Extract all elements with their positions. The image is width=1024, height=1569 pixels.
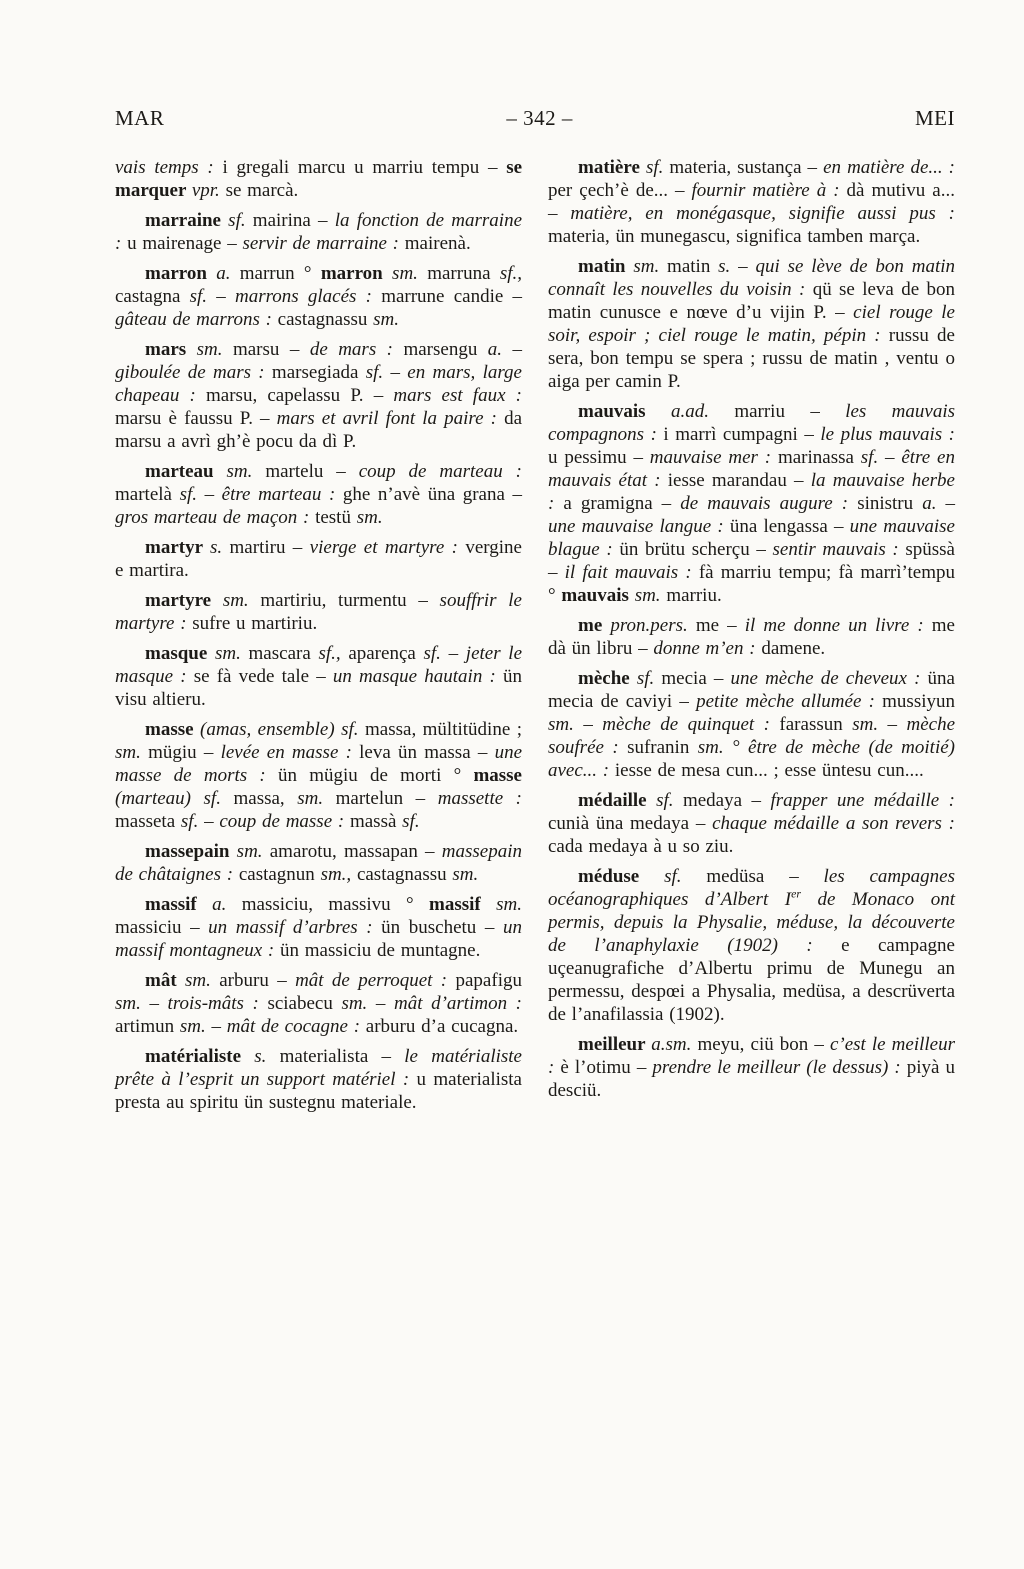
text-segment: sf.,: [318, 643, 349, 664]
text-segment: sentir mauvais :: [772, 539, 906, 560]
text-segment: martiru –: [229, 537, 310, 558]
text-segment: iesse marandau –: [667, 470, 811, 491]
entry-mauvais: [548, 400, 955, 607]
text-segment: castagnun: [238, 864, 321, 885]
text-segment: sm. – mèche soufrée :: [548, 714, 956, 758]
text-segment: ün brütu scherçu –: [619, 539, 773, 560]
text-segment: petite mèche allumée :: [696, 691, 883, 712]
text-segment: sm.: [356, 507, 383, 528]
text-segment: martelu –: [265, 461, 359, 482]
text-segment: aparença: [348, 643, 424, 664]
text-segment: matin: [667, 256, 719, 277]
text-segment: castagnassu: [277, 309, 374, 330]
text-segment: ghe n’avè üna grana –: [342, 484, 522, 505]
text-segment: s.: [254, 1046, 280, 1067]
text-segment: me –: [695, 615, 745, 636]
text-segment: sm.,: [320, 864, 357, 885]
text-segment: sf. – être marteau :: [179, 484, 343, 505]
entry-meche: [548, 667, 955, 782]
text-segment: papafigu: [455, 970, 522, 991]
text-segment: frapper une médaille :: [770, 790, 956, 811]
text-segment: massif: [429, 894, 497, 915]
text-segment: marron: [320, 263, 393, 284]
text-segment: mars et avril font la paire :: [276, 408, 505, 429]
text-segment: marsu –: [232, 339, 310, 360]
text-segment: sm.: [115, 742, 149, 763]
text-segment: un massif montagneux :: [115, 917, 522, 961]
text-segment: matin: [578, 256, 634, 277]
text-segment: sf. – coup de masse :: [180, 811, 350, 832]
entry-masque: [115, 642, 522, 711]
text-segment: martelun –: [335, 788, 438, 809]
text-segment: une mauvaise blague :: [548, 516, 955, 560]
text-segment: de Monaco ont permis, depuis la Physalie, méduse, la découverte de l’anaphylaxie (1902) :: [548, 889, 955, 956]
text-segment: sf. – marrons glacés :: [189, 286, 382, 307]
text-segment: sm.: [222, 590, 261, 611]
text-segment: materialista –: [279, 1046, 405, 1067]
text-segment: er: [791, 887, 801, 901]
text-segment: servir de marraine :: [242, 233, 405, 254]
text-segment: sm.: [226, 461, 266, 482]
text-segment: se marcà.: [225, 180, 299, 201]
text-segment: sm.: [633, 256, 668, 277]
text-segment: marsengu: [403, 339, 488, 360]
text-segment: russu de sera, bon tempu se spera ; russu de matin , ventu o aiga per camin P.: [548, 325, 955, 392]
text-segment: meyu, ciü bon –: [697, 1034, 830, 1055]
text-segment: amarotu, massapan –: [269, 841, 442, 862]
text-segment: a.ad.: [670, 401, 735, 422]
text-segment: mât: [145, 970, 186, 991]
text-segment: marriu –: [734, 401, 846, 422]
text-segment: chaque médaille a son revers :: [712, 813, 956, 834]
text-segment: piyà u desciü.: [548, 1057, 955, 1101]
entry-meduse: [548, 865, 955, 1026]
text-segment: massepain: [145, 841, 237, 862]
column-right: [548, 156, 955, 1121]
text-segment: arburu d’a cucagna.: [365, 1016, 519, 1037]
text-segment: fournir matière à :: [691, 180, 847, 201]
text-segment: iesse de mesa cun... ; esse üntesu cun....: [614, 760, 924, 781]
text-segment: marsu è faussu P. –: [115, 408, 277, 429]
text-segment: castagnassu: [356, 864, 453, 885]
entry-massepain: [115, 840, 522, 886]
text-segment: sf.: [656, 790, 683, 811]
text-segment: marrun °: [239, 263, 321, 284]
text-segment: sm.: [196, 339, 233, 360]
text-segment: mauvais: [578, 401, 671, 422]
text-segment: sf.: [228, 210, 253, 231]
text-segment: mecia –: [661, 668, 731, 689]
text-segment: la fonction de marraine :: [115, 210, 522, 254]
text-segment: è l’otimu –: [560, 1057, 653, 1078]
text-segment: il fait mauvais :: [564, 562, 699, 583]
entry-meilleur: [548, 1033, 955, 1102]
entry-vais-temps-continuation: [115, 156, 522, 202]
entry-martyr: [115, 536, 522, 582]
text-segment: coup de marteau :: [358, 461, 522, 482]
text-segment: qü se leva de bon matin cunusce e nœve d’u vijin P. –: [548, 279, 956, 323]
text-segment: sm.: [392, 263, 428, 284]
text-segment: damene.: [761, 638, 826, 659]
entry-mat: [115, 969, 522, 1038]
text-segment: un massif d’arbres :: [208, 917, 382, 938]
text-segment: vergine e martira.: [115, 537, 522, 581]
text-segment: massa,: [233, 788, 298, 809]
text-segment: méduse: [578, 866, 665, 887]
text-segment: dà mutivu a... –: [548, 180, 955, 224]
entry-marron: [115, 262, 522, 331]
text-segment: a.: [216, 263, 240, 284]
text-segment: martyr: [145, 537, 211, 558]
text-segment: sm. – trois-mâts :: [115, 993, 268, 1014]
text-segment: a. – une mauvaise langue :: [548, 493, 956, 537]
entry-matin: [548, 255, 955, 393]
text-segment: mars est faux :: [393, 385, 522, 406]
text-segment: e campagne uçeanugrafiche d’Albertu primu de Munegu an permessu, despœi a Physalia, medüsa, a descrüverta de l’anafilassia (1902).: [548, 935, 955, 1025]
text-segment: mars: [145, 339, 197, 360]
text-segment: marsegiada: [271, 362, 366, 383]
text-segment: materia, sustança –: [669, 157, 824, 178]
text-segment: da marsu a avrì gh’è pocu da dì P.: [115, 408, 522, 452]
text-segment: me: [578, 615, 611, 636]
text-segment: a. – giboulée de mars :: [115, 339, 523, 383]
text-segment: s.: [210, 537, 230, 558]
text-segment: spüssà –: [548, 539, 955, 583]
text-segment: mât de perroquet :: [295, 970, 456, 991]
text-segment: u mairenage –: [127, 233, 243, 254]
text-segment: les campagnes océanographiques d’Albert I: [548, 866, 955, 910]
text-segment: matière, en monégasque, signifie aussi pus :: [570, 203, 955, 224]
text-segment: en matière de... :: [823, 157, 955, 178]
text-segment: farassun: [779, 714, 853, 735]
text-segment: marinassa: [777, 447, 861, 468]
text-segment: sf.: [645, 157, 670, 178]
page-header: [115, 106, 955, 131]
text-segment: prendre le meilleur (le dessus) :: [652, 1057, 907, 1078]
text-segment: a.: [212, 894, 242, 915]
text-segment: sinistru: [857, 493, 923, 514]
text-segment: une masse de morts :: [115, 742, 522, 786]
text-segment: üna mecia de caviyi –: [548, 668, 955, 712]
text-segment: me dà ün libru –: [548, 615, 955, 659]
text-segment: medüsa –: [706, 866, 824, 887]
text-segment: sm. – mèche de quinquet :: [548, 714, 780, 735]
text-segment: sm.: [634, 585, 667, 606]
text-segment: massà: [349, 811, 403, 832]
text-segment: sm. – mât d’artimon :: [341, 993, 522, 1014]
text-segment: arburu –: [219, 970, 296, 991]
entry-marraine: [115, 209, 522, 255]
entry-masse: [115, 718, 522, 833]
text-segment: mauvaise mer :: [649, 447, 778, 468]
text-segment: pron.pers.: [610, 615, 696, 636]
text-segment: per çech’è de... –: [548, 180, 692, 201]
text-segment: gros marteau de maçon :: [115, 507, 316, 528]
text-segment: i marrì cumpagni –: [663, 424, 821, 445]
text-segment: u materialista presta au spiritu ün sustegnu materiale.: [115, 1069, 522, 1113]
text-segment: sm. – mât de cocagne :: [179, 1016, 366, 1037]
text-segment: la mauvaise herbe :: [548, 470, 955, 514]
text-segment: sf.: [636, 668, 662, 689]
text-segment: levée en masse :: [220, 742, 360, 763]
text-segment: marsu, capelassu P. –: [206, 385, 394, 406]
text-segment: sm.: [452, 864, 479, 885]
text-segment: massa, mültitüdine ;: [365, 719, 522, 740]
text-segment: souffrir le martyre :: [115, 590, 522, 634]
text-segment: sciabecu: [267, 993, 342, 1014]
text-segment: sf.: [402, 811, 420, 832]
text-segment: massiciu, massivu °: [241, 894, 430, 915]
text-segment: cunià üna medaya –: [548, 813, 713, 834]
text-segment: marruna: [427, 263, 500, 284]
text-columns: [115, 156, 955, 1121]
text-segment: sf. – en mars, large chapeau :: [115, 362, 522, 406]
entry-marteau: [115, 460, 522, 529]
text-segment: martiriu, turmentu –: [260, 590, 440, 611]
guide-word-left: MAR: [115, 106, 165, 130]
guide-word-right: MEI: [914, 106, 955, 130]
entry-massif: [115, 893, 522, 962]
text-segment: testü: [315, 507, 357, 528]
text-segment: sm.: [236, 841, 270, 862]
text-segment: a gramigna –: [563, 493, 681, 514]
text-segment: sm. ° être de mèche (de moitié) avec... :: [548, 737, 955, 781]
text-segment: castagna: [115, 286, 190, 307]
text-segment: sm.: [373, 309, 399, 330]
text-segment: masseta: [115, 811, 181, 832]
text-segment: donne m’en :: [653, 638, 762, 659]
text-segment: marron: [145, 263, 217, 284]
text-segment: sm.: [297, 788, 336, 809]
text-segment: i gregali marcu u marriu tempu –: [222, 157, 507, 178]
text-segment: marriu.: [666, 585, 722, 606]
text-segment: gâteau de marrons :: [115, 309, 278, 330]
text-segment: vais temps :: [115, 157, 223, 178]
text-segment: sf.,: [499, 263, 523, 284]
text-segment: mügiu –: [148, 742, 221, 763]
text-segment: ciel rouge le soir, espoir ; ciel rouge le matin, pépin :: [548, 302, 955, 346]
text-segment: ün buschetu –: [381, 917, 503, 938]
entry-materialiste: [115, 1045, 522, 1114]
text-segment: a.sm.: [651, 1034, 698, 1055]
text-segment: artimun: [115, 1016, 180, 1037]
text-segment: marteau: [145, 461, 227, 482]
text-segment: vierge et martyre :: [309, 537, 466, 558]
text-segment: massepain de châtaignes :: [115, 841, 522, 885]
text-segment: ün mügiu de morti °: [277, 765, 474, 786]
entry-me: [548, 614, 955, 660]
text-segment: üna lengassa –: [729, 516, 850, 537]
text-segment: une mèche de cheveux :: [730, 668, 928, 689]
text-segment: vpr.: [191, 180, 226, 201]
text-segment: fà marriu tempu; fà marrì’tempu °: [548, 562, 955, 606]
text-segment: martelà: [115, 484, 180, 505]
text-segment: u pessimu –: [548, 447, 650, 468]
text-segment: mascara: [248, 643, 319, 664]
text-segment: sm.: [185, 970, 220, 991]
text-segment: martyre: [145, 590, 223, 611]
text-segment: sufranin: [627, 737, 698, 758]
text-segment: de mauvais augure :: [680, 493, 858, 514]
text-segment: mairina –: [252, 210, 335, 231]
text-segment: ün massiciu de muntagne.: [280, 940, 481, 961]
text-segment: mussiyun: [882, 691, 955, 712]
text-segment: mauvais: [561, 585, 635, 606]
text-segment: massette :: [437, 788, 523, 809]
text-segment: (marteau) sf.: [115, 788, 234, 809]
text-segment: sm.: [496, 894, 522, 915]
text-segment: masse: [145, 719, 201, 740]
text-segment: medaya –: [682, 790, 771, 811]
text-segment: cada medaya à u so ziu.: [548, 836, 734, 857]
text-segment: masse: [473, 765, 522, 786]
text-segment: se fà vede tale –: [193, 666, 333, 687]
text-segment: le matérialiste prête à l’esprit un support matériel :: [115, 1046, 522, 1090]
text-segment: sufre u martiriu.: [192, 613, 318, 634]
text-segment: sf. – jeter le masque :: [115, 643, 522, 687]
column-left: [115, 156, 522, 1121]
text-segment: médaille: [578, 790, 657, 811]
text-segment: sm.: [214, 643, 249, 664]
text-segment: marrune candie –: [381, 286, 522, 307]
text-segment: sf.: [664, 866, 707, 887]
text-segment: materia, ün munegascu, significa tamben marça.: [548, 226, 921, 247]
text-segment: massif: [145, 894, 213, 915]
entry-mars: [115, 338, 522, 453]
entry-martyre: [115, 589, 522, 635]
text-segment: le plus mauvais :: [820, 424, 955, 445]
text-segment: meilleur: [578, 1034, 652, 1055]
entry-medaille: [548, 789, 955, 858]
text-segment: de mars :: [309, 339, 404, 360]
text-segment: sf. – être en mauvais état :: [548, 447, 955, 491]
text-segment: se marquer: [115, 157, 523, 201]
text-segment: mèche: [578, 668, 637, 689]
text-segment: (amas, ensemble) sf.: [200, 719, 366, 740]
text-segment: matérialiste: [145, 1046, 255, 1067]
text-segment: matière: [578, 157, 646, 178]
text-segment: il me donne un livre :: [744, 615, 932, 636]
text-segment: massiciu –: [115, 917, 209, 938]
entry-matiere: [548, 156, 955, 248]
text-segment: un masque hautain :: [332, 666, 503, 687]
text-segment: marraine: [145, 210, 229, 231]
text-segment: mairenà.: [404, 233, 471, 254]
page-number: – 342 –: [506, 106, 573, 130]
text-segment: c’est le meilleur :: [548, 1034, 955, 1078]
text-segment: les mauvais compagnons :: [548, 401, 956, 445]
text-segment: masque: [145, 643, 215, 664]
text-segment: s. – qui se lève de bon matin connaît les nouvelles du voisin :: [548, 256, 956, 300]
text-segment: leva ün massa –: [359, 742, 495, 763]
text-segment: ün visu altieru.: [115, 666, 522, 710]
